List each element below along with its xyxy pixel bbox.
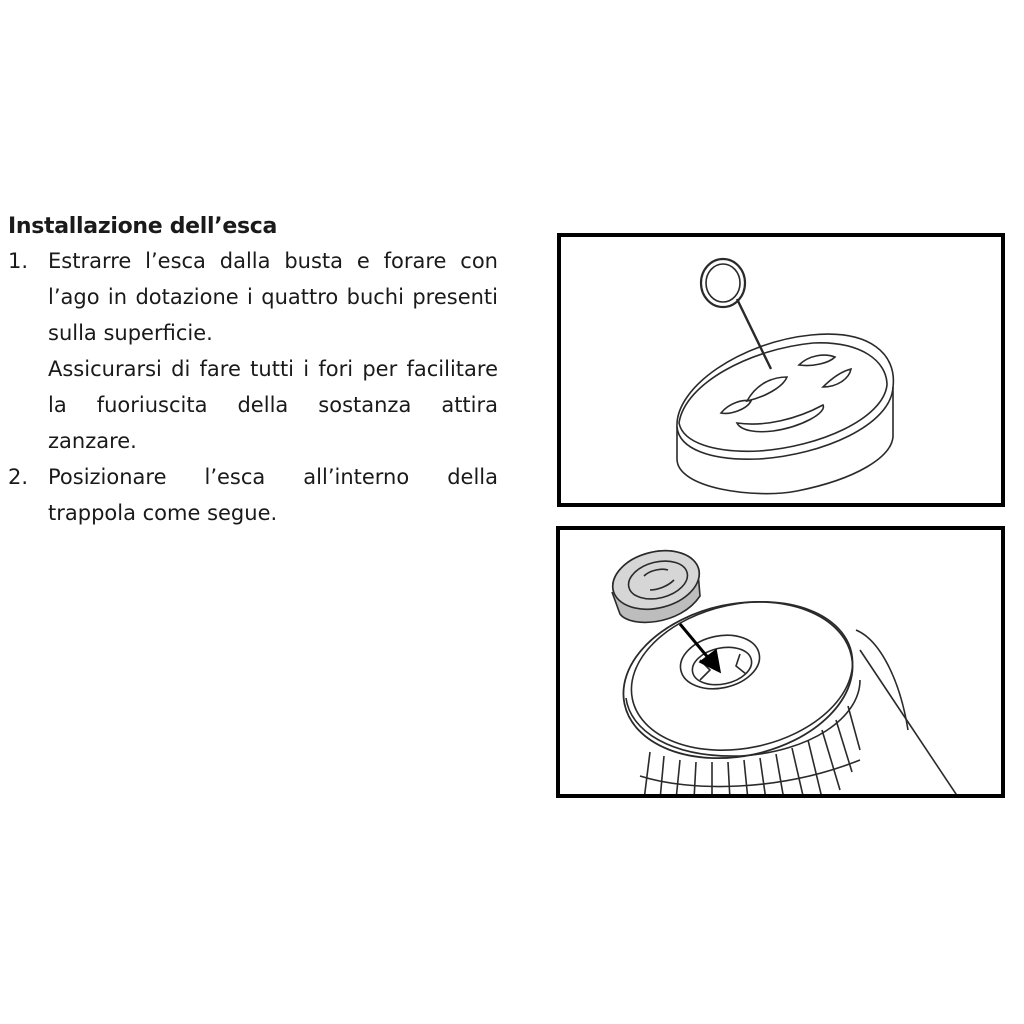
step-item <box>8 459 498 531</box>
figure-bait-needle <box>557 233 1005 507</box>
bait-inserted-into-trap-icon <box>560 530 1001 794</box>
figure-bait-insertion <box>556 526 1005 798</box>
instructions-section <box>8 211 498 531</box>
step-item <box>8 243 498 459</box>
step-paragraph: Estrarre l’esca dalla busta e forare con l’ago in dotazione i quattro buchi presenti sulla superficie. <box>48 249 498 345</box>
step-number: 1. <box>8 249 29 273</box>
step-paragraph: Posizionare l’esca all’interno della trappola come segue. <box>48 465 498 525</box>
step-number: 2. <box>8 465 29 489</box>
steps-list <box>8 243 498 531</box>
section-heading: Installazione dell’esca <box>8 214 278 239</box>
step-paragraph: Assicurarsi di fare tutti i fori per facilitare la fuoriuscita della sostanza attira zanzare. <box>48 357 498 453</box>
bait-disc-pierced-with-needle-icon <box>561 237 1001 503</box>
